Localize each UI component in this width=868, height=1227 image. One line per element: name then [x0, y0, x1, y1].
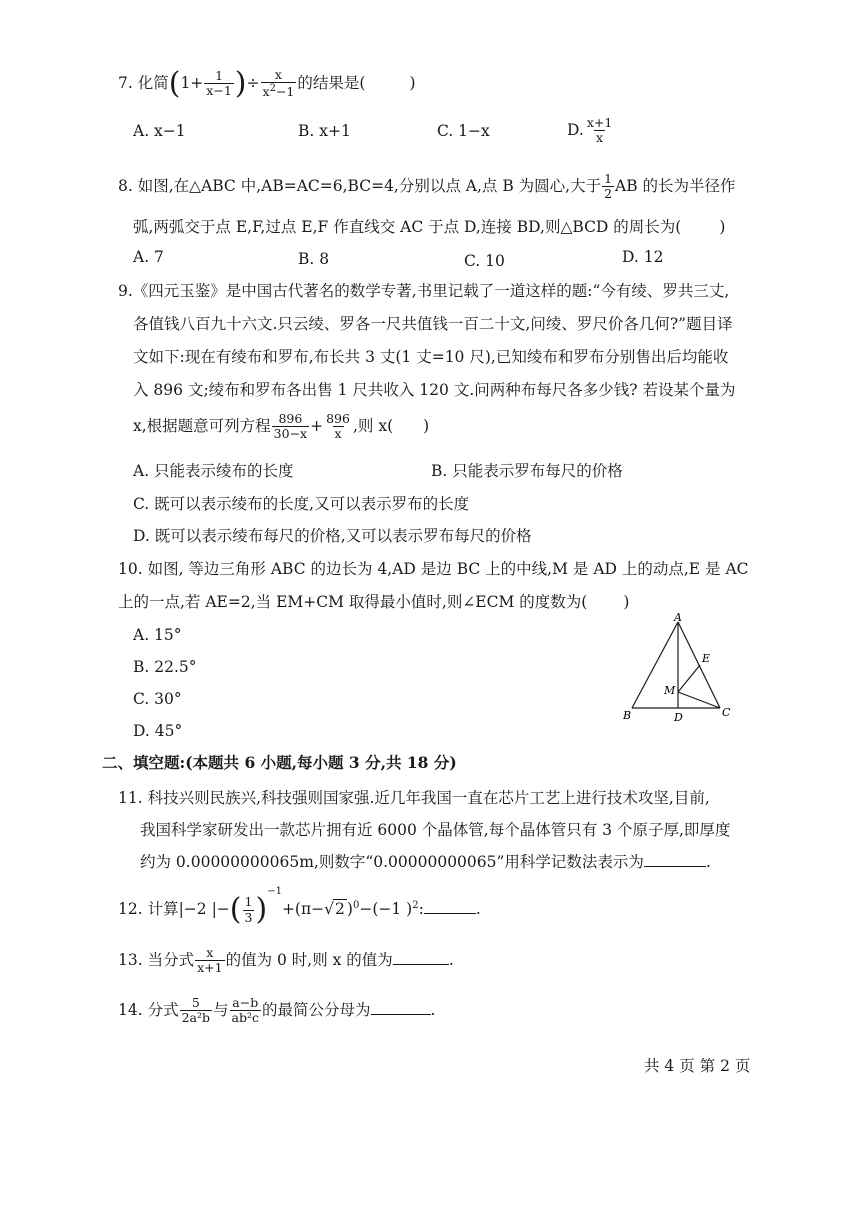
q9-option-c: C. 既可以表示绫布的长度,又可以表示罗布的长度 — [133, 495, 470, 513]
fig-label-e: E — [702, 652, 711, 665]
q9-line4: 入 896 文;绫布和罗布各出售 1 尺共收入 120 文.问两种布每尺各多少钱? 若设某个量为 — [133, 381, 736, 399]
q8-stem-line2: 弧,两弧交于点 E,F,过点 E,F 作直线交 AC 于点 D,连接 BD,则△BCD 的周长为( ) — [133, 218, 726, 236]
q10-option-b: B. 22.5° — [133, 658, 197, 676]
q8-option-c: C. 10 — [464, 252, 505, 270]
q10-option-c: C. 30° — [133, 690, 182, 708]
q9-option-a: A. 只能表示绫布的长度 — [133, 462, 294, 480]
q7-fraction-2: $\frac{x}{x^2-1}$ — [262, 67, 295, 100]
section-heading-fill-in: 二、填空题:(本题共 6 小题,每小题 3 分,共 18 分) — [102, 753, 457, 772]
q7-option-d: D. $\frac{x+1}{x}$ — [567, 115, 613, 146]
q9-line5: x,根据题意可列方程 $\frac{896}{30-x}$ + $\frac{896}{x}$ ,则 x( ) — [133, 411, 430, 442]
fig-label-a: A — [674, 612, 682, 624]
fig-label-b: B — [623, 709, 632, 722]
q7-stem: 7. 化简(1+ $\frac{1}{x-1}$ )÷ $\frac{x}{x^2-1}$ 的结果是( ) — [118, 65, 416, 101]
q9-option-b: B. 只能表示罗布每尺的价格 — [431, 462, 623, 480]
q11-line2: 我国科学家研发出一款芯片拥有近 6000 个晶体管,每个晶体管只有 3 个原子厚,即厚度 — [140, 821, 731, 839]
q13-stem: 13. 当分式 $\frac{x}{x+1}$ 的值为 0 时,则 x 的值为 . — [118, 945, 454, 976]
q8-stem-line1: 8. 如图,在△ABC 中,AB=AC=6,BC=4,分别以点 A,点 B 为圆心,大于 $\frac{1}{2}$ AB 的长为半径作 — [118, 171, 736, 202]
q8-option-a: A. 7 — [133, 248, 164, 266]
q11-line3: 约为 0.00000000065m,则数字“0.00000000065”用科学记数法表示为 . — [140, 853, 711, 871]
q10-option-d: D. 45° — [133, 722, 183, 740]
q7-option-a: A. x−1 — [133, 122, 186, 140]
q12-answer-blank[interactable] — [424, 913, 476, 914]
q13-answer-blank[interactable] — [393, 964, 449, 965]
q9-line1: 9.《四元玉鉴》是中国古代著名的数学专著,书里记载了一道这样的题:“今有绫、罗共三丈, — [118, 282, 730, 300]
fig-label-d: D — [674, 711, 683, 724]
q7-option-c: C. 1−x — [437, 122, 490, 140]
fig-label-c: C — [722, 706, 731, 719]
q7-fraction-1: $\frac{1}{x-1}$ — [206, 68, 232, 99]
q14-stem: 14. 分式 $\frac{5}{\text{2a²b}}$ 与 $\frac{a-b}{\text{ab²c}}$ 的最简公分母为 . — [118, 995, 436, 1026]
q9-line3: 文如下:现在有绫布和罗布,布长共 3 丈(1 丈=10 尺),已知绫布和罗布分别售出后均能收 — [133, 348, 729, 366]
fig-edge-ac — [678, 622, 720, 708]
q8-option-b: B. 8 — [298, 250, 330, 268]
page-footer: 共 4 页 第 2 页 — [644, 1057, 751, 1075]
q9-option-d: D. 既可以表示绫布每尺的价格,又可以表示罗布每尺的价格 — [133, 527, 532, 545]
q12-stem: 12. 计算|−2 |−( $\frac{1}{3}$ )$^{-1}$+(π−√2 )$^0$−(−1 )$^2$: . — [118, 885, 481, 927]
q10-line1: 10. 如图, 等边三角形 ABC 的边长为 4,AD 是边 BC 上的中线,M 是 AD 上的动点,E 是 AC — [118, 560, 749, 578]
q9-line2: 各值钱八百九十六文.只云绫、罗各一尺共值钱一百二十文,问绫、罗尺价各几何?”题目译 — [133, 315, 733, 333]
q14-answer-blank[interactable] — [371, 1014, 431, 1015]
q7-option-b: B. x+1 — [298, 122, 351, 140]
q11-answer-blank[interactable] — [644, 866, 706, 867]
fig-segment-em — [678, 665, 700, 692]
fig-label-m: M — [664, 684, 676, 697]
q10-option-a: A. 15° — [133, 626, 182, 644]
q11-line1: 11. 科技兴则民族兴,科技强则国家强.近几年我国一直在芯片工艺上进行技术攻坚,目前, — [118, 789, 710, 807]
q8-option-d: D. 12 — [622, 248, 664, 266]
q10-triangle-figure — [614, 612, 744, 724]
q10-line2: 上的一点,若 AE=2,当 EM+CM 取得最小值时,则∠ECM 的度数为( ) — [118, 593, 630, 611]
